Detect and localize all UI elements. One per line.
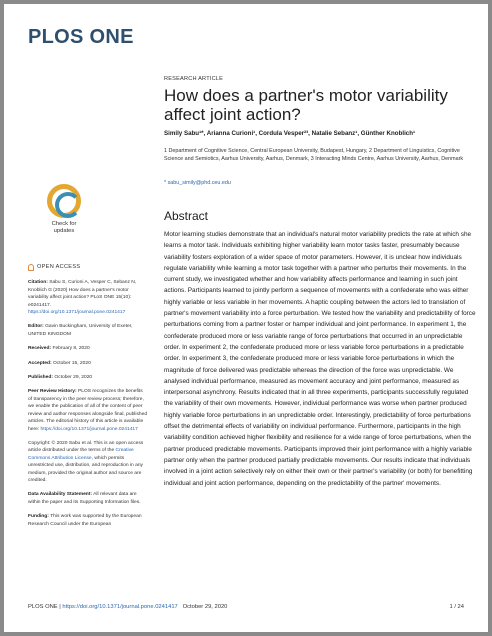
article-title: How does a partner's motor variability affect joint action?	[164, 86, 448, 124]
editor-text: Gavin Buckingham, University of Exeter, UNITED KINGDOM	[28, 324, 133, 337]
copyright-text-2: which permits unrestricted use, distribution, and reproduction in any medium, provided the original author and source are credited.	[28, 455, 143, 483]
copyright-text-1: Copyright: © 2020 Sabu et al. This is an open access article distributed under the terms of the	[28, 440, 144, 454]
peer-review-text: PLOS recognizes the benefits of transparency in the peer review process; therefore, we enable the publication of all of the content of peer review and author responses alongside final, published articles. The editorial history of this article is available here:	[28, 389, 148, 432]
article-type-label: RESEARCH ARTICLE	[164, 76, 224, 82]
accepted-section	[28, 360, 148, 367]
published-label: Published:	[28, 375, 53, 381]
received-label: Received:	[28, 346, 52, 352]
data-availability-text: All relevant data are within the paper and its Supporting Information files.	[28, 492, 141, 505]
funding-section	[28, 513, 148, 528]
check-for-updates-badge[interactable]	[38, 184, 90, 235]
funding-label: Funding:	[28, 514, 49, 520]
open-access-label: OPEN ACCESS	[37, 264, 81, 270]
citation-link[interactable]: https://doi.org/10.1371/journal.pone.0241417	[28, 310, 126, 316]
license-link[interactable]: Creative Commons Attribution License,	[28, 448, 134, 461]
published-date: October 29, 2020	[54, 375, 93, 381]
author-list: Simily Sabu¹*, Arianna Curioni¹, Cordula Vesper²³, Natalie Sebanz¹, Günther Knoblich¹	[164, 130, 416, 137]
crossmark-label	[38, 221, 90, 235]
published-section	[28, 374, 148, 381]
crossmark-line1: Check for	[51, 221, 77, 227]
received-date: February 8, 2020	[52, 346, 90, 352]
abstract-text: Motor learning studies demonstrate that an individual's natural motor variability predicts the rate at which she learns a motor task. Individuals exhibiting higher variability learn motor tasks faster, presumably because variability fosters exploration of a wider space of motor parameters. However, it is unclear how individuals regulate variability while learning a motor task together with a partner who perturbs their movements. In the current study, we investigated whether and how variability affects performance and learning in such joint actions. Participants learned to jointly perform a sequence of movements with a confederate who was either highly variable or less variable in her movements. A haptic coupling between the actors led to translation of partner's movement variability into a force perturbation. We tested how the variability and predictability of force perturbations coming from a partner foster or hamper individual and joint performance. In experiment 1, the confederate produced more or less variable range of force perturbations that occurred in an unpredictable order. In experiment 2, the confederate produced more or less variable force perturbations in a predictable order. In experiment 3, the confederate produced more or less variable force perturbations in which the magnitude of force delivered was predictable whereas the direction of the force was unpredictable. We analysed individual performance, measured as movement accuracy and joint performance, measured as interpersonal asynchrony. Results indicated that in all three experiments, participants successfully regulated the variability of their own movements. However, individual performance was worse when partner produced highly variable force perturbations in an unpredictable order. Interestingly, predictability of force perturbations offset the detrimental effects of variability on individual performance. Furthermore, participants in the high variability condition achieved higher flexibility and resilience for a wide range of force perturbations, when the partner produced predictable movements. Participants improved their joint performance with a highly variable partner only when the partner produced partially predictable movements. Our results indicate that individuals involved in a joint action selectively rely on either their own or their partner's variability (or both) for benefitting individual and joint action performance, depending on the predictability of the partner' movements.	[164, 231, 476, 487]
citation-label: Citation:	[28, 280, 48, 286]
data-availability-label: Data Availability Statement:	[28, 492, 93, 498]
editor-label: Editor:	[28, 324, 44, 330]
accepted-label: Accepted:	[28, 360, 52, 366]
page-footer	[28, 604, 464, 610]
journal-logo: PLOS ONE	[28, 26, 134, 48]
footer-doi-link[interactable]: https://doi.org/10.1371/journal.pone.0241417	[62, 604, 178, 610]
corresponding-email[interactable]: * sabu_simily@phd.ceu.edu	[164, 180, 231, 186]
copyright-section	[28, 440, 148, 484]
citation-text: Sabu S, Curioni A, Vesper C, Sebanz N, Knoblich G (2020) How does a partner's motor variability affect joint action? PLoS ONE 15(10): e0241417.	[28, 280, 137, 308]
footer-journal: PLOS ONE	[28, 604, 58, 610]
abstract-heading: Abstract	[164, 209, 209, 223]
peer-review-section	[28, 388, 148, 432]
article-info-sidebar	[28, 264, 148, 535]
accepted-date: October 15, 2020	[53, 360, 91, 366]
footer-citation	[28, 604, 449, 610]
peer-review-label: Peer Review History:	[28, 389, 77, 395]
editor-section	[28, 323, 148, 338]
open-access-row	[28, 264, 148, 271]
footer-date: October 29, 2020	[182, 604, 228, 610]
crossmark-line2: updates	[53, 228, 75, 234]
footer-separator: |	[57, 604, 63, 610]
affiliations: 1 Department of Cognitive Science, Central European University, Budapest, Hungary, 2 Department of Linguistics, Cognitive Science and Semiotics, Aarhus University, Aarhus, Denmark, 3 Interacting Minds Centre, Aarhus University, Aarhus, Denmark	[164, 148, 464, 163]
peer-review-link[interactable]: https://doi.org/10.1371/journal.pone.0241417	[40, 426, 138, 432]
data-availability-section	[28, 491, 148, 506]
funding-text: This work was supported by the European Research Council under the European	[28, 514, 142, 527]
received-section	[28, 345, 148, 352]
crossmark-icon	[47, 184, 81, 218]
paper-page	[4, 4, 488, 632]
open-lock-icon	[28, 264, 34, 271]
citation-section	[28, 279, 148, 316]
page-number: 1 / 24	[449, 604, 464, 610]
